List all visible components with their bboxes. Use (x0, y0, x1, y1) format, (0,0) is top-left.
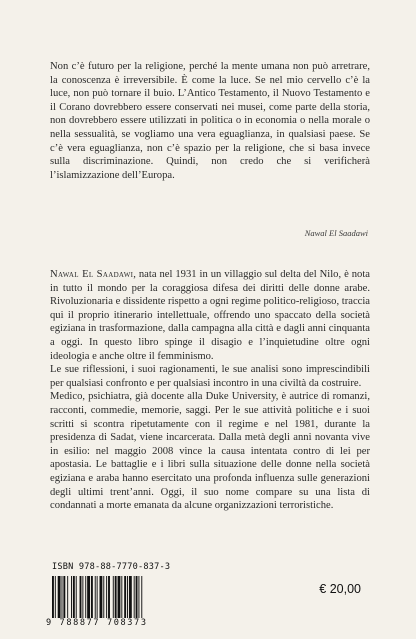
bio-paragraph-1-text: , nata nel 1931 in un villaggio sul delta del Nilo, è nota in tutto il mondo per la coraggiosa difesa dei diritti delle donne arabe. Rivoluzionaria e dissidente rispetto a ogni regime politico-religioso, traccia qui il proprio itinerario intellettuale, offrendo uno spaccato della società egiziana in trasformazione, dalla campagna alla città e dagli anni cinquanta a oggi. In questo libro spinge il disagio e l’inquietudine oltre ogni ideologia e anche oltre il femminismo. (50, 269, 370, 362)
author-name: Nawal El Saadawi (50, 269, 134, 280)
author-bio (50, 268, 370, 513)
quote-text: Non c’è futuro per la religione, perché la mente umana non può arretrare, la conoscenza è irreversibile. È come la luce. Se nel mio cervello c’è la luce, non può tornare il buio. L’Antico Testamento, il Nuovo Testamento e il Corano dovrebbero essere conservati nei musei, come parte della storia, non dovrebbero essere utilizzati in politica o in economia o nella morale o nella sessualità, se vogliamo una vera eguaglianza, in qualsiasi paese. Se c’è vera eguaglianza, non c’è spazio per la religione, che si basa invece sulla discriminazione. Quindi, non credo che si verificherà l’islamizzazione dell’Europa. (50, 61, 370, 181)
quote-block (50, 60, 370, 182)
bio-paragraph-3: Medico, psichiatra, già docente alla Duke University, è autrice di romanzi, racconti, commedie, memorie, saggi. Per le sue attività politiche e i suoi scritti si scontra ripetutamente con il regime e nel 1981, durante la presidenza di Sadat, viene incarcerata. Dalla metà degli anni novanta vive in esilio: nel maggio 2008 vince la causa intentata contro di lei per apostasia. Le battaglie e i libri sulla situazione delle donne nella società egiziana e araba hanno esercitato una profonda influenza sulle generazioni degli ultimi trent’anni. Oggi, il suo nome compare su una lista di condannati a morte emanata da alcune organizzazioni terroristiche. (50, 391, 370, 512)
quote-attribution: Nawal El Saadawi (304, 228, 368, 238)
price-label: € 20,00 (319, 582, 361, 596)
isbn-label: ISBN 978-88-7770-837-3 (52, 562, 171, 572)
bio-paragraph-2: Le sue riflessioni, i suoi ragionamenti, le sue analisi sono imprescindibili per qualsiasi confronto e per qualsiasi incontro in una civiltà da costruire. (50, 364, 370, 389)
barcode-number: 9 788877 708373 (44, 618, 194, 628)
bio-paragraph-1 (50, 268, 370, 363)
